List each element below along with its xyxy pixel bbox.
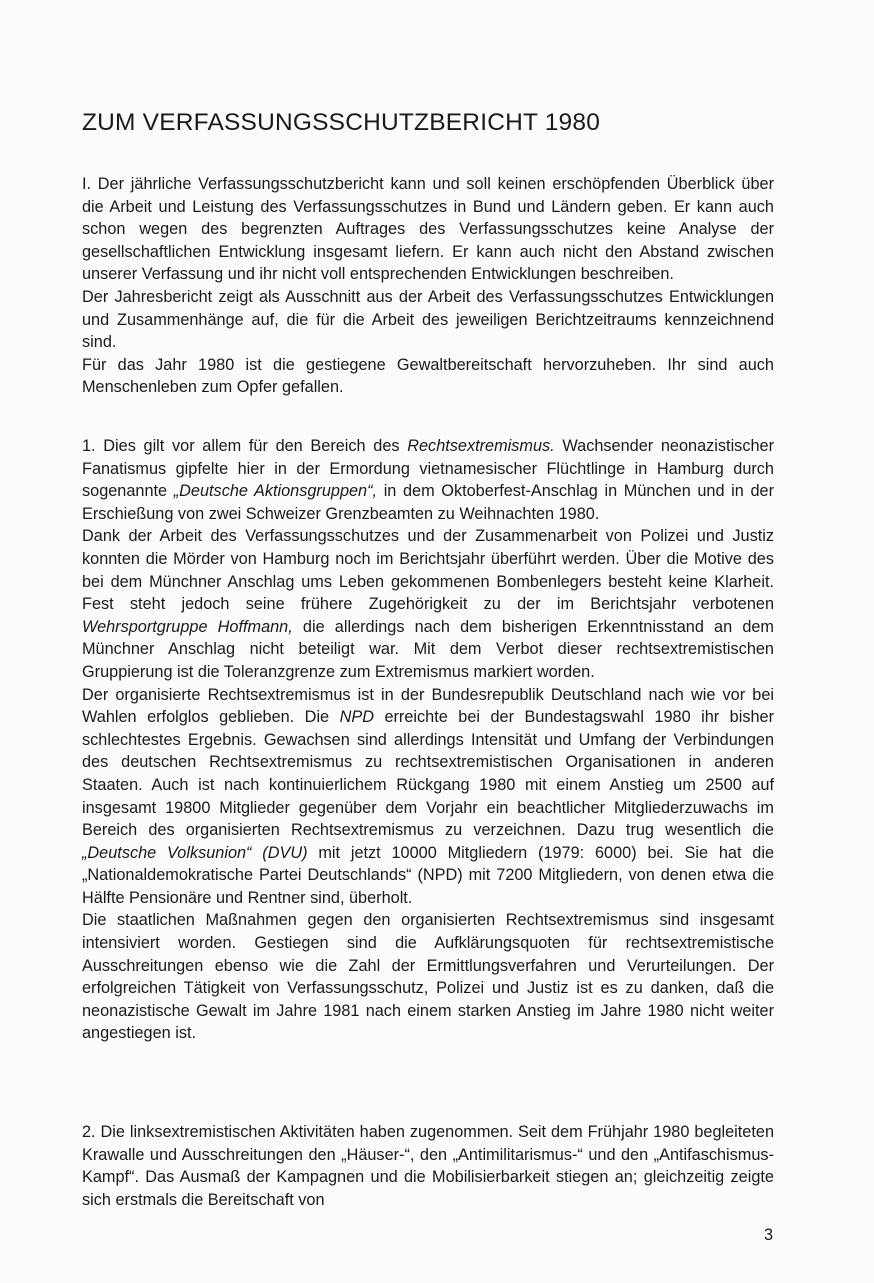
emphasis-npd: NPD xyxy=(339,708,374,727)
section-1-paragraph-4: Die staatlichen Maßnahmen gegen den organisierten Rechtsextremismus sind insgesamt intensiviert worden. Gestiegen sind die Aufklärungsquoten für rechtsextremistische Ausschreitungen ebenso wie die Zahl der Ermittlungsverfahren und Verurteilungen. Der erfolgreichen Tätigkeit von Verfassungsschutz, Polizei und Justiz ist es zu danken, daß die neonazistische Gewalt im Jahre 1981 nach einem starken Anstieg im Jahre 1980 nicht weiter angestiegen ist. xyxy=(82,911,774,1043)
text-run: die allerdings nach dem bisherigen Erkenntnisstand an dem Münchner Anschlag nicht beteiligt war. Mit dem Verbot dieser rechtsextremistischen Gruppierung ist die Toleranzgrenze zum Extremismus markiert worden. xyxy=(82,617,774,681)
section-2-paragraph-1: 2. Die linksextremistischen Aktivitäten haben zugenommen. Seit dem Frühjahr 1980 begleiteten Krawalle und Ausschreitungen den „Häuser-“, den „Antimilitarismus-“ und den „Antifaschismus-Kampf“. Das Ausmaß der Kampagnen und die Mobilisierbarkeit stiegen an; gleichzeitig zeigte sich erstmals die Bereitschaft von xyxy=(82,1123,774,1209)
text-run: Der organisierte Rechtsextremismus ist in der Bundesrepublik Deutschland nach wie vor bei Wahlen erfolglos geblieben. Die xyxy=(82,685,774,727)
page-number: 3 xyxy=(763,1226,773,1244)
section-2 xyxy=(82,1121,774,1211)
emphasis-wehrsportgruppe: Wehrsportgruppe Hoffmann, xyxy=(82,617,293,636)
section-1 xyxy=(82,435,774,1045)
text-run: in dem Oktoberfest-Anschlag in München und in der Erschießung von zwei Schweizer Grenzbeamten zu Weihnachten 1980. xyxy=(82,482,774,523)
intro-paragraph-1: I. Der jährliche Verfassungsschutzbericht kann und soll keinen erschöpfenden Überblick über die Arbeit und Leistung des Verfassungsschutzes in Bund und Ländern geben. Er kann auch schon wegen des begrenzten Auftrages des Verfassungsschutzes keine Analyse der gesellschaftlichen Entwicklung insgesamt liefern. Er kann auch nicht den Abstand zwischen unserer Verfassung und ihr nicht voll entsprechenden Entwicklungen beschreiben. xyxy=(82,175,774,284)
intro-paragraph-3: Für das Jahr 1980 ist die gestiegene Gewaltbereitschaft hervorzuheben. Ihr sind auch Menschenleben zum Opfer gefallen. xyxy=(82,355,774,397)
section-1-paragraph-2 xyxy=(82,525,774,683)
text-run: Dank der Arbeit des Verfassungsschutzes und der Zusammenarbeit von Polizei und Justiz konnten die Mörder von Hamburg noch im Berichtsjahr überführt werden. Über die Motive des bei dem Münchner Anschlag ums Leben gekommenen Bombenlegers besteht keine Klarheit. Fest steht jedoch seine frühere Zugehörigkeit zu der im Berichtsjahr verbotenen xyxy=(82,527,774,614)
text-run: mit jetzt 10000 Mitgliedern (1979: 6000) bei. Sie hat die „Nationaldemokratische Partei Deutschlands“ (NPD) mit 7200 Mitgliedern, von denen etwa die Hälfte Pensionäre und Rentner sind, überholt. xyxy=(82,843,775,907)
text-run: 1. Dies gilt vor allem für den Bereich des xyxy=(82,437,408,455)
emphasis-deutsche-aktionsgruppen: „Deutsche Aktionsgruppen“, xyxy=(173,482,378,501)
emphasis-rechtsextremismus: Rechtsextremismus. xyxy=(407,437,555,455)
section-1-paragraph-1 xyxy=(82,435,774,525)
page-title: ZUM VERFASSUNGSSCHUTZBERICHT 1980 xyxy=(82,109,601,136)
intro-paragraph-2: Der Jahresbericht zeigt als Ausschnitt aus der Arbeit des Verfassungsschutzes Entwicklungen und Zusammenhänge auf, die für die Arbeit des jeweiligen Berichtzeitraums kennzeichnend sind. xyxy=(82,287,774,352)
intro-section xyxy=(82,173,774,399)
section-1-paragraph-3 xyxy=(82,684,774,910)
text-run: erreichte bei der Bundestagswahl 1980 ihr bisher schlechtestes Ergebnis. Gewachsen sind allerdings Intensität und Umfang der Verbindungen des deutschen Rechtsextremismus zu rechtsextremistischen Organisationen in anderen Staaten. Auch ist nach kontinuierlichem Rückgang 1980 mit einem Anstieg um 2500 auf insgesamt 19800 Mitglieder gegenüber dem Vorjahr ein beachtlicher Mitgliederzuwachs im Bereich des organisierten Rechtsextremismus zu verzeichnen. Dazu trug wesentlich die xyxy=(82,708,774,840)
text-run: Wachsender neonazistischer Fanatismus gipfelte hier in der Ermordung vietnamesischer Flüchtlinge in Hamburg durch sogenannte xyxy=(82,437,774,501)
emphasis-dvu: „Deutsche Volksunion“ (DVU) xyxy=(82,843,308,862)
